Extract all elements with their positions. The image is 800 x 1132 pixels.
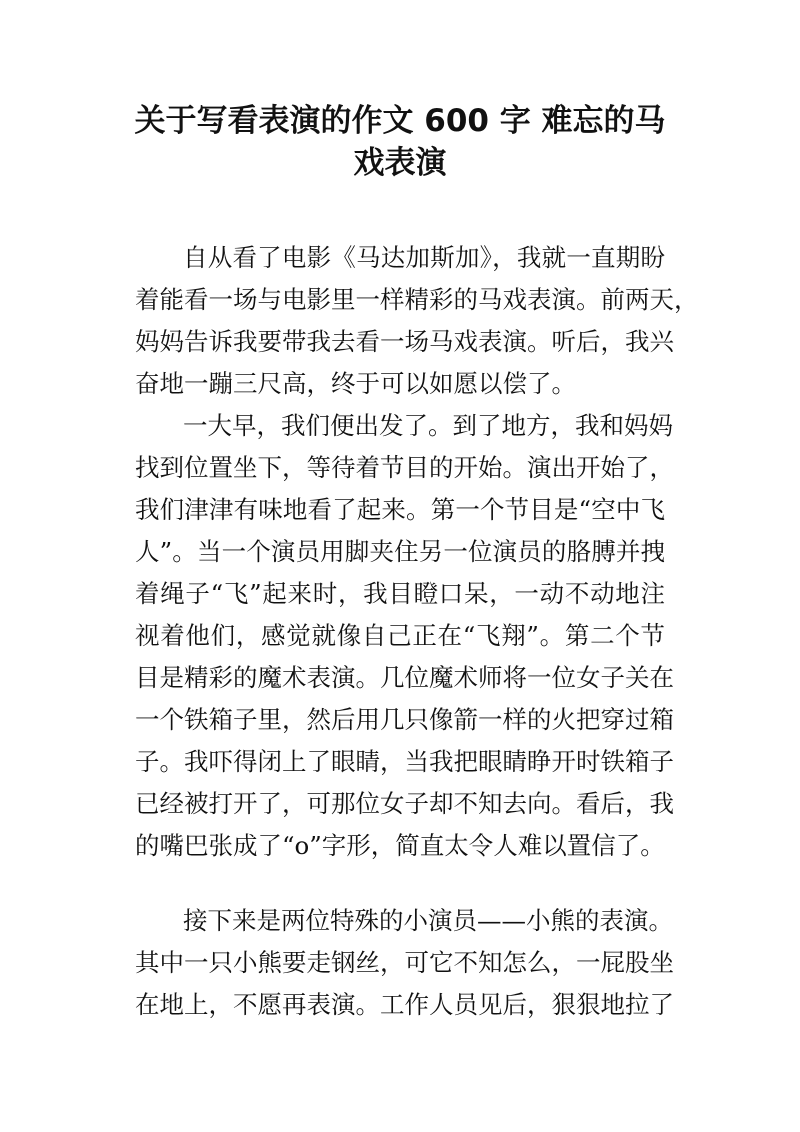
text-line: 的嘴巴张成了“o”字形，简直太令人难以置信了。: [135, 831, 665, 860]
text-line: 子。我吓得闭上了眼睛，当我把眼睛睁开时铁箱子: [135, 747, 674, 776]
text-line: 一大早，我们便出发了。到了地方，我和妈妈: [183, 411, 673, 440]
text-line: 妈妈告诉我要带我去看一场马戏表演。听后，我兴: [135, 327, 674, 356]
text-line: 自从看了电影《马达加斯加》，我就一直期盼: [183, 243, 665, 272]
text-line: 视着他们，感觉就像自己正在“飞翔”。第二个节: [135, 621, 665, 650]
text-line: 着绳子“飞”起来时，我目瞪口呆，一动不动地注: [135, 579, 665, 608]
text-line: 一个铁箱子里，然后用几只像箭一样的火把穿过箱: [135, 705, 674, 734]
text-line: 目是精彩的魔术表演。几位魔术师将一位女子关在: [135, 663, 674, 692]
text-line: 找到位置坐下，等待着节目的开始。演出开始了，: [135, 453, 674, 482]
text-line: 其中一只小熊要走钢丝，可它不知怎么，一屁股坐: [135, 948, 674, 977]
text-line: 已经被打开了，可那位女子却不知去向。看后，我: [135, 789, 674, 818]
document-title-line-2: 戏表演: [353, 145, 447, 181]
document-title-line-1: 关于写看表演的作文 600 字 难忘的马: [134, 103, 666, 139]
text-line: 我们津津有味地看了起来。第一个节目是“空中飞: [135, 495, 665, 524]
text-line: 奋地一蹦三尺高，终于可以如愿以偿了。: [135, 369, 576, 398]
text-line: 人”。当一个演员用脚夹住另一位演员的胳膊并拽: [135, 537, 665, 566]
text-line: 在地上，不愿再表演。工作人员见后，狠狠地拉了: [135, 990, 674, 1019]
text-line: 着能看一场与电影里一样精彩的马戏表演。前两天，: [135, 285, 699, 314]
text-line: 接下来是两位特殊的小演员——小熊的表演。: [183, 906, 673, 935]
